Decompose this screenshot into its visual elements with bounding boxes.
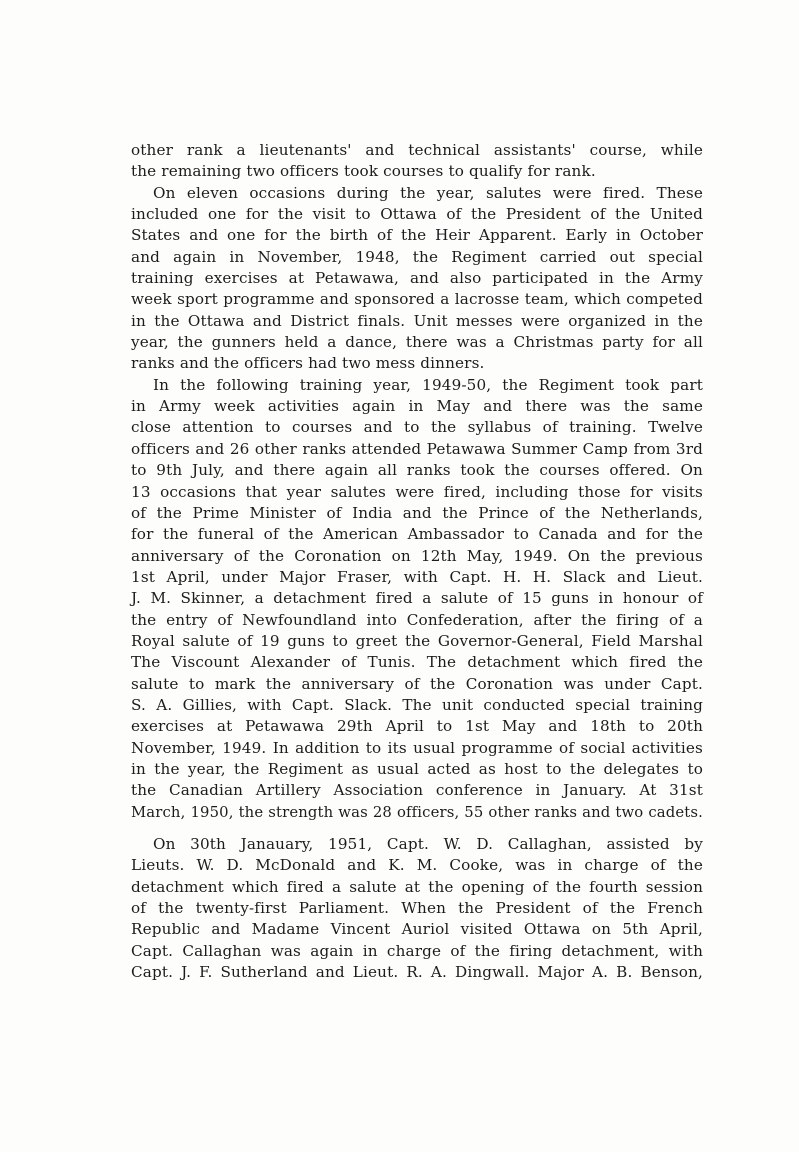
text-line: the remaining two officers took courses to qualify for rank. bbox=[131, 162, 596, 181]
text-line: year, the gunners held a dance, there was a Christmas party for all bbox=[131, 333, 703, 352]
text-line: salute to mark the anniversary of the Coronation was under Capt. bbox=[131, 674, 703, 693]
text-line: anniversary of the Coronation on 12th May, 1949. On the previous bbox=[131, 546, 703, 565]
text-line: Capt. Callaghan was again in charge of the firing detachment, with bbox=[131, 941, 703, 960]
text-line: the Canadian Artillery Association conference in January. At 31st bbox=[131, 781, 703, 800]
text-line: detachment which fired a salute at the opening of the fourth session bbox=[131, 877, 703, 896]
text-line: The Viscount Alexander of Tunis. The detachment which fired the bbox=[131, 653, 703, 672]
text-line: March, 1950, the strength was 28 officers, 55 other ranks and two cadets. bbox=[131, 803, 703, 821]
text-line: officers and 26 other ranks attended Petawawa Summer Camp from 3rd bbox=[131, 439, 703, 458]
text-line: and again in November, 1948, the Regiment carried out special bbox=[131, 247, 703, 266]
text-line: in Army week activities again in May and there was the same bbox=[131, 397, 703, 416]
paragraph-spacer bbox=[131, 823, 703, 834]
paragraph-3 bbox=[131, 375, 703, 823]
paragraph-2 bbox=[131, 183, 703, 375]
text-line: States and one for the birth of the Heir Apparent. Early in October bbox=[131, 226, 703, 245]
text-line: exercises at Petawawa 29th April to 1st May and 18th to 20th bbox=[131, 717, 703, 736]
text-line: J. M. Skinner, a detachment fired a salute of 15 guns in honour of bbox=[131, 589, 703, 608]
text-line: week sport programme and sponsored a lacrosse team, which competed bbox=[131, 290, 703, 309]
text-line: the entry of Newfoundland into Confederation, after the firing of a bbox=[131, 610, 703, 629]
text-line: for the funeral of the American Ambassador to Canada and for the bbox=[131, 525, 703, 544]
text-line: in the Ottawa and District finals. Unit messes were organized in the bbox=[131, 311, 703, 330]
paragraph-4 bbox=[131, 834, 703, 983]
text-line: Capt. J. F. Sutherland and Lieut. R. A. Dingwall. Major A. B. Benson, bbox=[131, 963, 703, 982]
text-line: ranks and the officers had two mess dinners. bbox=[131, 354, 485, 373]
text-line: to 9th July, and there again all ranks took the courses offered. On bbox=[131, 461, 703, 480]
text-line: Republic and Madame Vincent Auriol visited Ottawa on 5th April, bbox=[131, 920, 703, 939]
text-line: Lieuts. W. D. McDonald and K. M. Cooke, was in charge of the bbox=[131, 856, 703, 875]
text-line: On 30th Janauary, 1951, Capt. W. D. Callaghan, assisted by bbox=[153, 835, 703, 853]
text-line: 1st April, under Major Fraser, with Capt. H. H. Slack and Lieut. bbox=[131, 567, 703, 586]
body-text bbox=[131, 140, 703, 983]
text-line: In the following training year, 1949-50, the Regiment took part bbox=[153, 375, 703, 394]
text-line: in the year, the Regiment as usual acted as host to the delegates to bbox=[131, 759, 703, 778]
text-line: 13 occasions that year salutes were fired, including those for visits bbox=[131, 482, 703, 501]
text-line: of the Prime Minister of India and the Prince of the Netherlands, bbox=[131, 503, 703, 522]
text-line: training exercises at Petawawa, and also participated in the Army bbox=[131, 269, 703, 288]
text-line: S. A. Gillies, with Capt. Slack. The unit conducted special training bbox=[131, 695, 703, 714]
paragraph-1 bbox=[131, 140, 703, 183]
text-line: On eleven occasions during the year, salutes were fired. These bbox=[153, 183, 703, 202]
text-line: included one for the visit to Ottawa of the President of the United bbox=[131, 205, 703, 224]
text-line: of the twenty-first Parliament. When the President of the French bbox=[131, 899, 703, 918]
text-line: Royal salute of 19 guns to greet the Governor-General, Field Marshal bbox=[131, 631, 703, 650]
text-line: close attention to courses and to the syllabus of training. Twelve bbox=[131, 418, 703, 437]
text-line: other rank a lieutenants' and technical assistants' course, while bbox=[131, 141, 703, 159]
text-line: November, 1949. In addition to its usual programme of social activities bbox=[131, 738, 703, 757]
